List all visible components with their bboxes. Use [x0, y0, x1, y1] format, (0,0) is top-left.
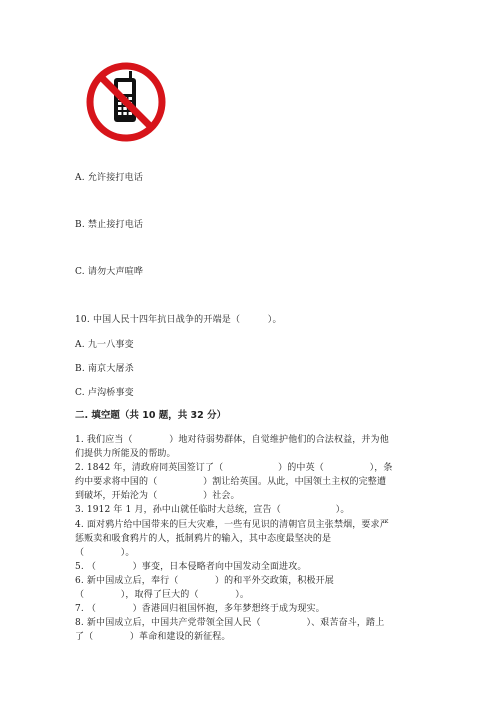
text-line: 5. （ ）事变，日本侵略者向中国发动全面进攻。 [75, 561, 307, 572]
text-line: 2. 1842 年，清政府同英国签订了（ ）的中英（ ），条 [75, 463, 393, 474]
text-line: 3. 1912 年 1 月，孙中山就任临时大总统，宣告（ ）。 [75, 505, 350, 516]
text-line: 8. 新中国成立后，中国共产党带领全国人民（ ）、艰苦奋斗，踏上 [75, 618, 385, 629]
text-line: 们提供力所能及的帮助。 [75, 449, 176, 460]
text-line: 惩贩卖和吸食鸦片的人，抵制鸦片的输入，其中态度最坚决的是 [75, 533, 332, 544]
option-c: C. 请勿大声喧哗 [75, 267, 144, 277]
fill-in-questions [75, 433, 435, 644]
question-10-stem: 10. 中国人民十四年抗日战争的开端是（ ）。 [75, 315, 282, 325]
text-line: 约中要求将中国的（ ）割让给英国。从此，中国领土主权的完整遭 [75, 477, 387, 488]
text-line: 了（ ）革命和建设的新征程。 [75, 632, 231, 643]
q10-option-a: A. 九一八事变 [75, 340, 134, 350]
text-line: 7. （ ）香港回归祖国怀抱，多年梦想终于成为现实。 [75, 604, 325, 615]
q10-option-b: B. 南京大屠杀 [75, 364, 134, 374]
text-line: 1. 我们应当（ ）地对待弱势群体，自觉维护他们的合法权益，并为他 [75, 435, 389, 445]
text-line: 到破坏，开始沦为（ ）社会。 [75, 491, 240, 502]
text-line: （ ），取得了巨大的（ ）。 [75, 590, 250, 601]
text-line: （ ）。 [75, 547, 135, 558]
text-line: 6. 新中国成立后，奉行（ ）的和平外交政策，积极开展 [75, 575, 334, 586]
q10-option-c: C. 卢沟桥事变 [75, 388, 134, 398]
section-title: 二. 填空题（共 10 题，共 32 分） [75, 410, 227, 421]
option-b: B. 禁止接打电话 [75, 220, 144, 230]
no-phone-sign-icon [84, 60, 168, 144]
text-line: 4. 面对鸦片给中国带来的巨大灾难，一些有见识的清朝官员主张禁烟，要求严 [75, 519, 389, 530]
option-a: A. 允许接打电话 [75, 173, 144, 183]
